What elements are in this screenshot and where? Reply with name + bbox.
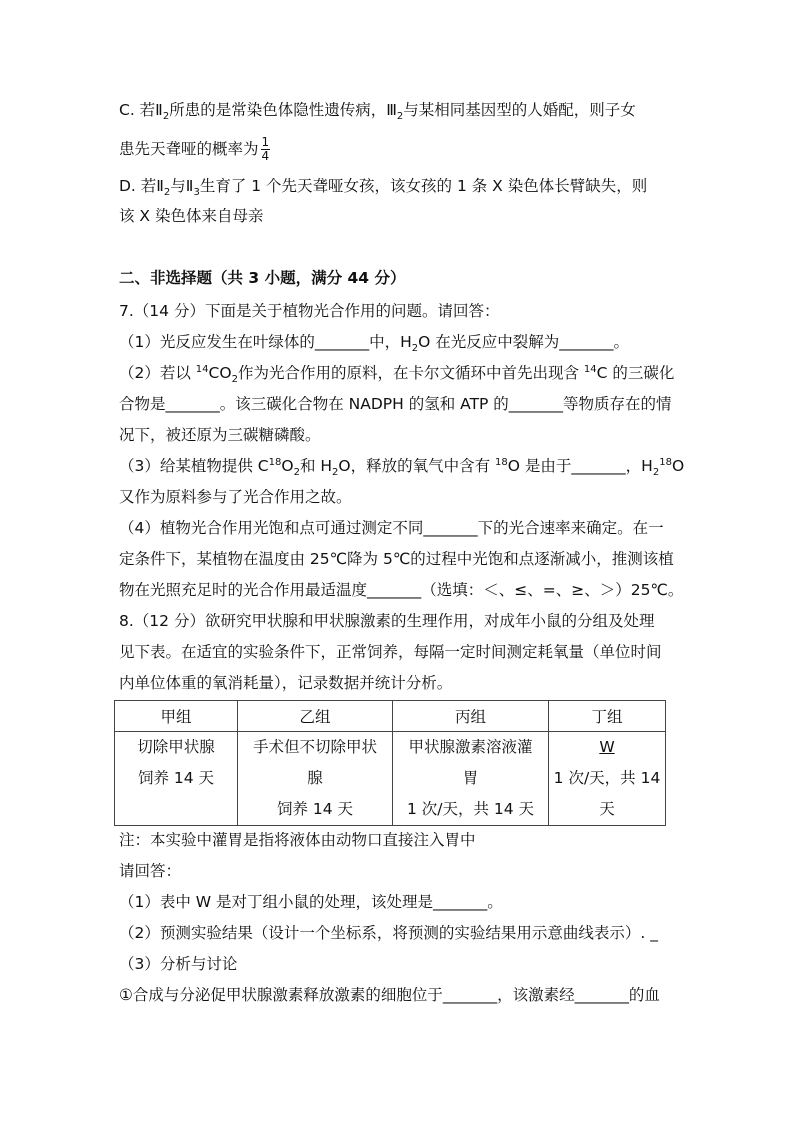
table-header: 丙组 bbox=[393, 701, 549, 732]
q7-text: （3）给某植物提供 C bbox=[119, 457, 269, 475]
q7-part2-line2: 合物是_______。该三碳化合物在 NADPH 的氢和 ATP 的_______等物质存在的情 bbox=[119, 395, 672, 413]
table-row bbox=[115, 732, 666, 826]
q8-line1: 8.（12 分）欲研究甲状腺和甲状腺激素的生理作用，对成年小鼠的分组及处理 bbox=[119, 612, 655, 630]
q8-ask: 请回答： bbox=[119, 862, 182, 880]
option-d-line1 bbox=[119, 176, 648, 199]
superscript: 18 bbox=[659, 456, 672, 468]
q7-text: （2）若以 bbox=[119, 364, 196, 382]
cell-line: W bbox=[599, 738, 615, 756]
q8-line2: 见下表。在适宜的实验条件下，正常饲养，每隔一定时间测定耗氧量（单位时间 bbox=[119, 643, 662, 661]
fraction bbox=[261, 136, 271, 163]
q7-part4-line2: 定条件下，某植物在温度由 25℃降为 5℃的过程中光饱和点逐渐减小，推测该植 bbox=[119, 550, 674, 568]
table-header: 丁组 bbox=[549, 701, 666, 732]
cell-line: 腺 bbox=[307, 769, 323, 787]
fraction-numerator: 1 bbox=[261, 135, 270, 149]
cell-line: 饲养 14 天 bbox=[137, 769, 215, 787]
option-c-text: 所患的是常染色体隐性遗传病，Ⅲ bbox=[169, 101, 397, 119]
table-cell-group-a bbox=[115, 732, 238, 826]
q7-part2-line1 bbox=[119, 363, 675, 386]
table-header: 乙组 bbox=[238, 701, 393, 732]
subscript: 2 bbox=[396, 111, 404, 123]
cell-line: 天 bbox=[599, 800, 615, 818]
cell-line: 1 次/天，共 14 天 bbox=[406, 800, 535, 818]
q7-text: （1）光反应发生在叶绿体的_______中，H bbox=[119, 333, 412, 351]
cell-line: 胃 bbox=[462, 769, 479, 787]
subscript: 2 bbox=[411, 343, 419, 355]
option-d-text: D. 若Ⅱ bbox=[119, 177, 164, 195]
q7-text: C 的三碳化 bbox=[596, 364, 675, 382]
experiment-table bbox=[114, 700, 666, 826]
q7-text: CO bbox=[208, 364, 232, 382]
q7-part4-line1: （4）植物光合作用光饱和点可通过测定不同_______下的光合速率来确定。在一 bbox=[119, 519, 664, 537]
cell-line: 甲状腺激素溶液灌 bbox=[408, 738, 533, 756]
q8-sub2: （2）预测实验结果（设计一个坐标系，将预测的实验结果用示意曲线表示）. _ bbox=[119, 924, 658, 942]
superscript: 14 bbox=[195, 363, 209, 375]
subscript: 2 bbox=[652, 467, 660, 479]
option-c-text: C. 若Ⅱ bbox=[119, 101, 163, 119]
q8-sub1: （1）表中 W 是对丁组小鼠的处理，该处理是_______。 bbox=[119, 893, 503, 911]
q7-part2-line3: 况下，被还原为三碳糖磷酸。 bbox=[119, 426, 321, 444]
q8-sub4: ①合成与分泌促甲状腺激素释放激素的细胞位于_______，该激素经_______的血 bbox=[119, 986, 660, 1004]
q7-text: 和 H bbox=[299, 457, 333, 475]
option-d-text: 与Ⅱ bbox=[170, 177, 194, 195]
cell-line: 手术但不切除甲状 bbox=[252, 738, 377, 756]
q7-text: O 是由于_______，H bbox=[507, 457, 653, 475]
q8-note: 注：本实验中灌胃是指将液体由动物口直接注入胃中 bbox=[119, 831, 476, 849]
subscript: 3 bbox=[193, 187, 200, 199]
q7-text: 作为光合作用的原料，在卡尔文循环中首先出现含 bbox=[237, 364, 584, 382]
q7-text: O bbox=[281, 457, 294, 475]
option-c-text: 与某相同基因型的人婚配，则子女 bbox=[403, 101, 636, 119]
superscript: 14 bbox=[583, 363, 597, 375]
fraction-denominator: 4 bbox=[261, 149, 270, 163]
option-c-line1 bbox=[119, 100, 636, 123]
cell-line: 切除甲状腺 bbox=[137, 738, 215, 756]
subscript: 2 bbox=[231, 374, 238, 386]
q7-text: O bbox=[671, 457, 685, 475]
table-header-row bbox=[115, 701, 666, 732]
section-heading: 二、非选择题（共 3 小题，满分 44 分） bbox=[119, 269, 406, 287]
superscript: 18 bbox=[268, 456, 282, 468]
option-c-line2 bbox=[119, 136, 270, 163]
option-d-line2: 该 X 染色体来自母亲 bbox=[119, 207, 264, 225]
q8-sub3: （3）分析与讨论 bbox=[119, 955, 238, 973]
option-c-text: 患先天聋哑的概率为 bbox=[119, 140, 259, 158]
q7-part3-line2: 又作为原料参与了光合作用之故。 bbox=[119, 488, 352, 506]
table-cell-group-d bbox=[549, 732, 666, 826]
q7-intro: 7.（14 分）下面是关于植物光合作用的问题。请回答： bbox=[119, 302, 500, 320]
q7-text: O 在光反应中裂解为_______。 bbox=[418, 333, 630, 351]
subscript: 2 bbox=[162, 111, 170, 123]
q7-part4-line3: 物在光照充足时的光合作用最适温度_______（选填：＜、≤、=、≥、＞）25℃。 bbox=[119, 581, 684, 599]
q7-part3-line1 bbox=[119, 456, 685, 479]
table-cell-group-c bbox=[393, 732, 549, 826]
subscript: 2 bbox=[163, 187, 171, 199]
q7-part1 bbox=[119, 332, 630, 355]
subscript: 2 bbox=[332, 467, 339, 479]
cell-line: 饲养 14 天 bbox=[276, 800, 354, 818]
q7-text: O，释放的氧气中含有 bbox=[338, 457, 496, 475]
superscript: 18 bbox=[495, 456, 508, 468]
option-d-text: 生育了 1 个先天聋哑女孩，该女孩的 1 条 X 染色体长臂缺失，则 bbox=[199, 177, 648, 195]
table-cell-group-b bbox=[238, 732, 393, 826]
cell-line: 1 次/天，共 14 bbox=[553, 769, 661, 787]
subscript: 2 bbox=[293, 467, 300, 479]
table-header: 甲组 bbox=[115, 701, 238, 732]
q8-line3: 内单位体重的氧消耗量），记录数据并统计分析。 bbox=[119, 674, 453, 692]
